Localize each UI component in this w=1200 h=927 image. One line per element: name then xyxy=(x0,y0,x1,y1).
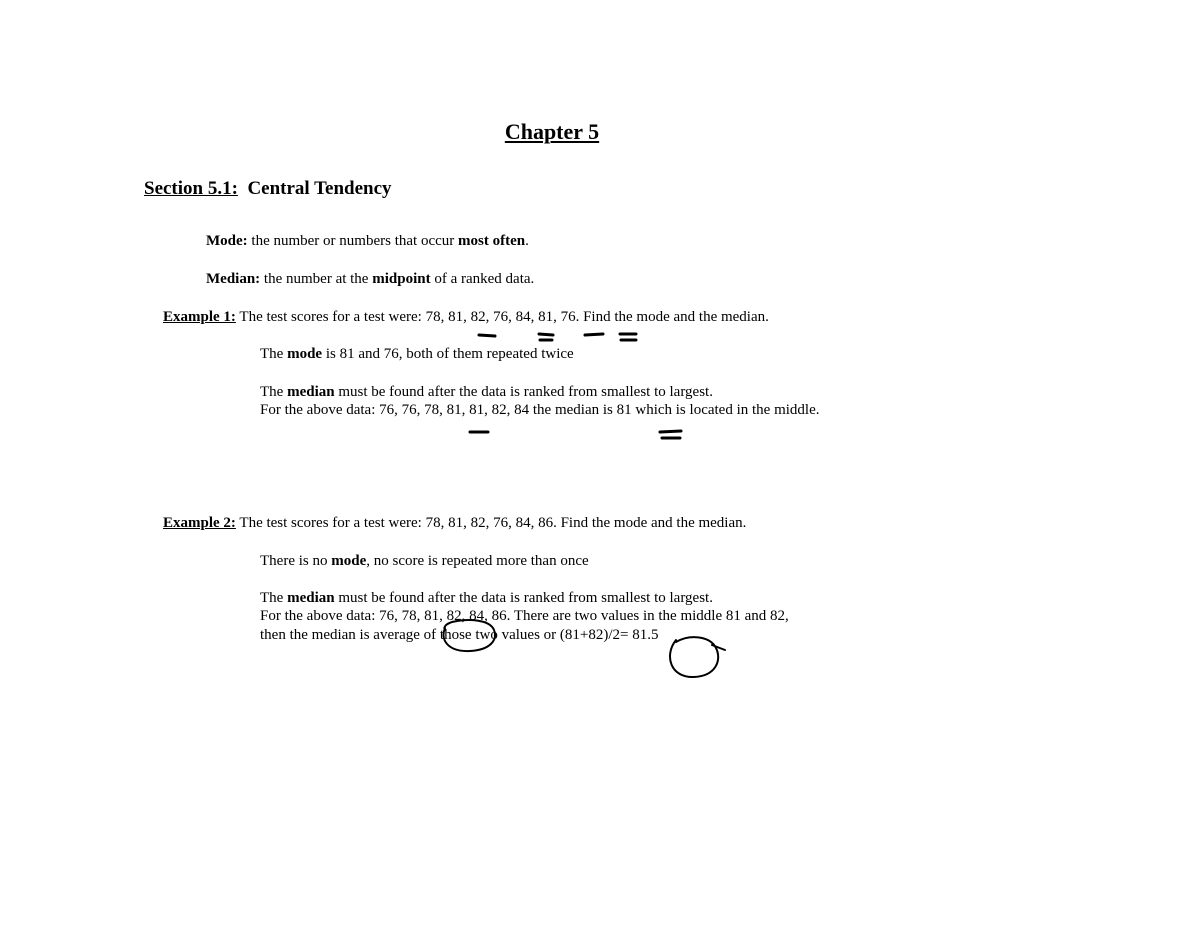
example2-median-rule: The median must be found after the data is ranked from smallest to largest. xyxy=(260,590,713,606)
example2-median-detail-1: For the above data: 76, 78, 81, 82, 84, 86. There are two values in the middle 81 and 82, xyxy=(260,608,789,624)
ink-double-dash-mark xyxy=(620,334,636,340)
section-title: Central Tendency xyxy=(247,178,392,199)
mode-definition: Mode: the number or numbers that occur most often. xyxy=(206,233,529,249)
example1-median-rule: The median must be found after the data is ranked from smallest to largest. xyxy=(260,384,713,400)
median-definition: Median: the number at the midpoint of a ranked data. xyxy=(206,271,535,287)
ink-circle-mark xyxy=(670,637,725,677)
median-term: Median: xyxy=(206,271,261,287)
section-heading xyxy=(144,177,392,201)
example1-median-detail: For the above data: 76, 76, 78, 81, 81, 82, 84 the median is 81 which is located in the middle. xyxy=(260,402,820,418)
example1-prompt: Example 1: The test scores for a test were: 78, 81, 82, 76, 84, 81, 76. Find the mode and the median. xyxy=(163,309,769,325)
example2-prompt: Example 2: The test scores for a test were: 78, 81, 82, 76, 84, 86. Find the mode and the median. xyxy=(163,515,747,531)
chapter-title: Chapter 5 xyxy=(504,119,600,144)
example2-mode-answer: There is no mode, no score is repeated more than once xyxy=(260,553,589,569)
mode-term: Mode: xyxy=(206,233,248,249)
example2-median-detail-2: then the median is average of those two values or (81+82)/2= 81.5 xyxy=(260,627,659,643)
example1-label: Example 1: xyxy=(163,309,236,325)
example2-label: Example 2: xyxy=(163,515,236,531)
ink-dash-mark xyxy=(479,335,495,336)
example1-mode-answer: The mode is 81 and 76, both of them repeated twice xyxy=(260,346,574,362)
ink-double-dash-mark xyxy=(539,334,553,340)
ink-dash-mark xyxy=(585,334,603,335)
ink-double-dash-mark xyxy=(660,431,681,438)
section-label: Section 5.1: xyxy=(144,178,238,199)
